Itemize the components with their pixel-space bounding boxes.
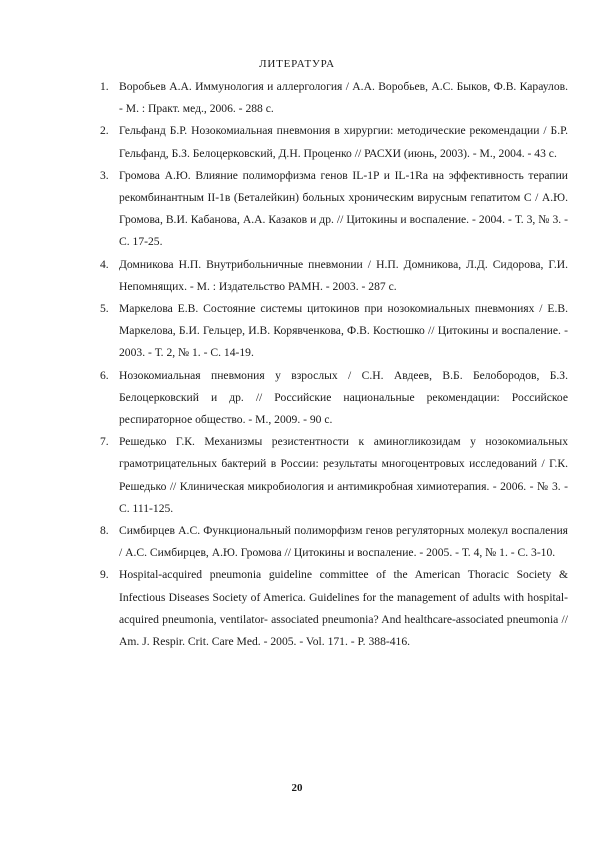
reference-number: 4. — [100, 257, 109, 271]
reference-item — [100, 254, 568, 298]
reference-item — [100, 120, 568, 164]
page-number: 20 — [291, 782, 303, 794]
reference-number: 8. — [100, 524, 109, 538]
reference-text: Гельфанд Б.Р. Нозокомиальная пневмония в хирургии: методические рекомендации / Б.Р. Гельфанд, Б.З. Белоцерковский, Д.Н. Проценко // РАСХИ (июнь, 2003). - М., 2004. - 43 с. — [119, 124, 568, 160]
reference-number: 2. — [100, 124, 109, 138]
reference-text: Симбирцев А.С. Функциональный полиморфизм генов регуляторных молекул воспаления / А.С. Симбирцев, А.Ю. Громова // Цитокины и воспаление. - 2005. - Т. 4, № 1. - С. 3-10. — [119, 524, 568, 560]
reference-number: 9. — [100, 568, 109, 582]
reference-item — [100, 165, 568, 254]
reference-number: 7. — [100, 435, 109, 449]
reference-number: 6. — [100, 368, 109, 382]
reference-item — [100, 520, 568, 564]
page-title: ЛИТЕРАТУРА — [259, 58, 335, 70]
reference-item — [100, 298, 568, 365]
reference-text: Hospital-acquired pneumonia guideline committee of the American Thoracic Society & Infectious Diseases Society of America. Guidelines for the management of adults with hospital-acquired pneumonia, ventilator- associated pneumonia? And healthcare-associated pneumonia // Am. J. Respir. Crit. Care Med. - 2005. - Vol. 171. - P. 388-416. — [119, 568, 568, 649]
reference-number: 1. — [100, 80, 109, 93]
reference-text: Домникова Н.П. Внутрибольничные пневмонии / Н.П. Домникова, Л.Д. Сидорова, Г.И. Непомнящих. - М. : Издательство РАМН. - 2003. - 287 с. — [119, 257, 568, 293]
reference-item — [100, 365, 568, 432]
reference-text: Решедько Г.К. Механизмы резистентности к аминогликозидам у нозокомиальных грамотрицательных бактерий в России: результаты многоцентровых исследований / Г.К. Решедько // Клиническая микробиология и антимикробная химиотерапия. - 2006. - № 3. - С. 111-125. — [119, 435, 568, 515]
reference-text: Громова А.Ю. Влияние полиморфизма генов IL-1P и IL-1Ra на эффективность терапии рекомбинантным II-1в (Беталейкин) больных хроническим вирусным гепатитом С / А.Ю. Громова, В.И. Кабанова, А.А. Казаков и др. // Цитокины и воспаление. - 2004. - Т. 3, № 3. - С. 17-25. — [119, 168, 568, 249]
reference-list — [100, 76, 568, 653]
reference-item — [100, 564, 568, 653]
reference-item — [100, 76, 568, 120]
reference-text: Нозокомиальная пневмония у взрослых / С.Н. Авдеев, В.Б. Белобородов, Б.З. Белоцерковский и др. // Российские национальные рекомендации: Российское респираторное общество. - М., 2009. - 90 с. — [119, 368, 568, 427]
reference-text: Маркелова Е.В. Состояние системы цитокинов при нозокомиальных пневмониях / Е.В. Маркелова, Б.И. Гельцер, И.В. Корявченкова, Ф.В. Костюшко // Цитокины и воспаление. - 2003. - Т. 2, № 1. - С. 14-19. — [119, 302, 568, 360]
reference-number: 5. — [100, 302, 109, 316]
reference-text: Воробьев А.А. Иммунология и аллергология / А.А. Воробьев, А.С. Быков, Ф.В. Караулов. - М. : Практ. мед., 2006. - 288 с. — [119, 80, 568, 116]
reference-number: 3. — [100, 168, 109, 182]
reference-item — [100, 431, 568, 520]
